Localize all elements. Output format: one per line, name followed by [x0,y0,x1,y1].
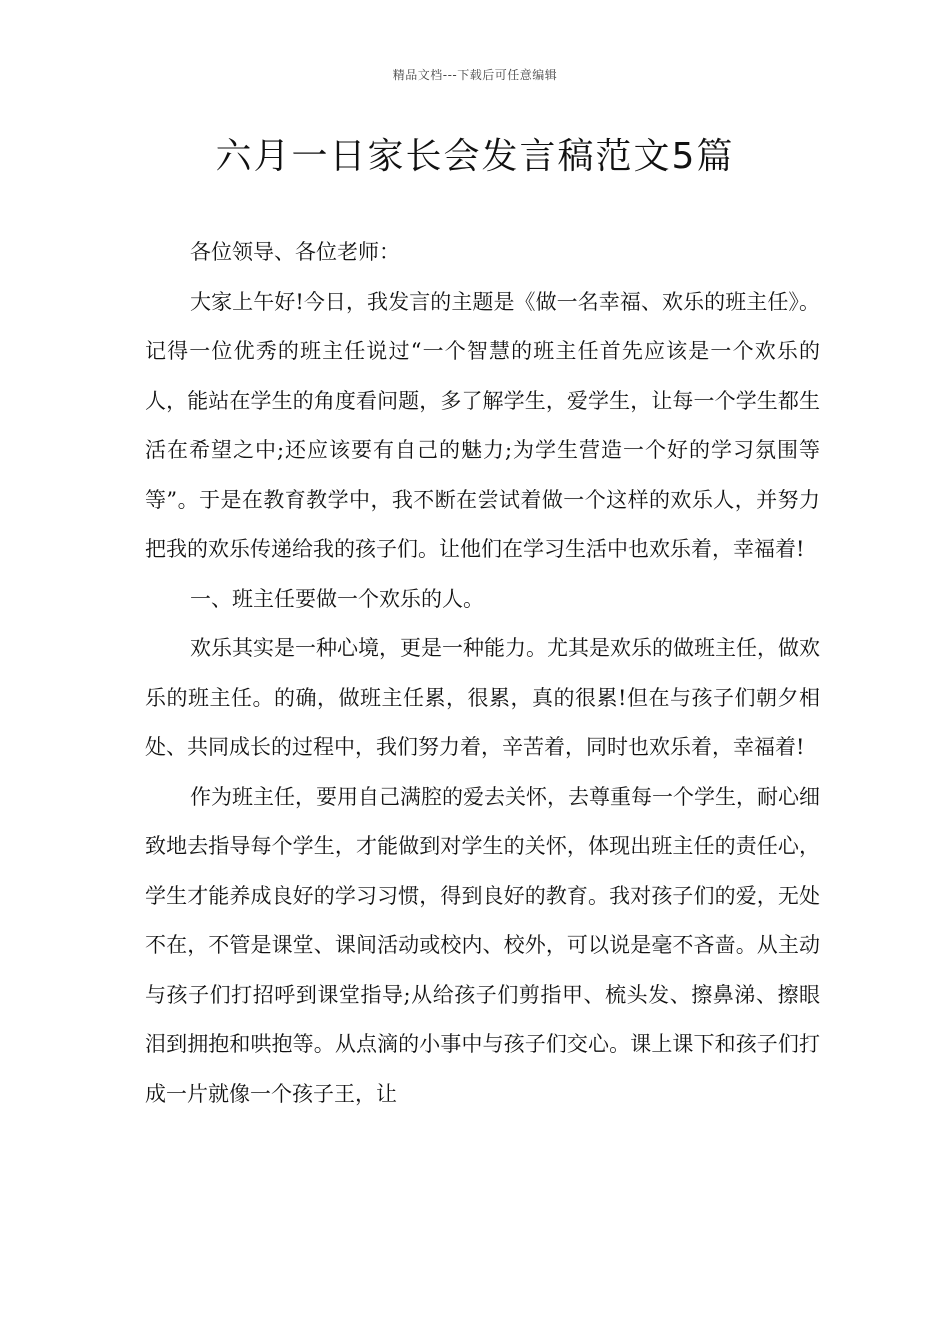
paragraph-section-heading: 一、班主任要做一个欢乐的人。 [190,586,484,611]
page-title: 六月一日家长会发言稿范文5篇 [215,136,735,177]
paragraph-care: 作为班主任，要用自己满腔的爱去关怀，去尊重每一个学生，耐心细致地去指导每个学生，才能做到对学生的关怀，体现出班主任的责任心，学生才能养成良好的学习习惯，得到良好的教育。我对孩子们的爱，无处不在，不管是课堂、课间活动或校内、校外，可以说是毫不吝啬。从主动与孩子们打招呼到课堂指导;从给孩子们剪指甲、梳头发、擦鼻涕、擦眼泪到拥抱和哄抱等。从点滴的小事中与孩子们交心。课上课下和孩子们打成一片就像一个孩子王，让 [145,784,820,1106]
paragraph-opening: 大家上午好!今日，我发言的主题是《做一名幸福、欢乐的班主任》。记得一位优秀的班主任说过“一个智慧的班主任首先应该是一个欢乐的人，能站在学生的角度看问题，多了解学生，爱学生，让每一个学生都生活在希望之中;还应该要有自己的魅力;为学生营造一个好的学习氛围等等”。于是在教育教学中，我不断在尝试着做一个这样的欢乐人，并努力把我的欢乐传递给我的孩子们。让他们在学习生活中也欢乐着，幸福着! [145,289,820,561]
paragraph-happiness: 欢乐其实是一种心境，更是一种能力。尤其是欢乐的做班主任，做欢乐的班主任。的确，做班主任累，很累，真的很累!但在与孩子们朝夕相处、共同成长的过程中，我们努力着，辛苦着，同时也欢乐着，幸福着! [145,636,820,759]
document-body [145,228,820,1119]
header-note: 精品文档---下载后可任意编辑 [392,68,558,82]
paragraph-salutation: 各位领导、各位老师： [190,240,400,264]
